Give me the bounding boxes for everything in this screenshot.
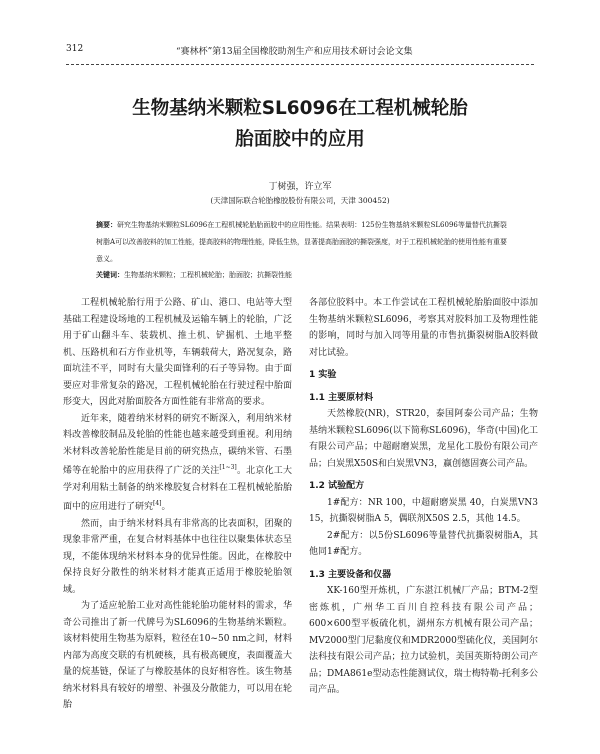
abstract	[96, 217, 508, 268]
paragraph-text: 。	[161, 502, 171, 512]
abstract-text: 研究生物基纳米颗粒SL6096在工程机械轮胎胎面胶中的应用性能。结果表明：125份生物基纳米颗粒SL6096等量替代抗撕裂树脂A可以改善胶料的加工性能，提高胶料的物理性能，降低生热，显著提高胎面胶的撕裂强度，对于工程机械轮胎的使用性能有重要意义。	[96, 221, 508, 263]
section-heading: 1 实验	[309, 370, 337, 380]
running-title: “赛林杯”第13届全国橡胶助剂生产和应用技术研讨会论文集	[176, 47, 413, 57]
keywords-label: 关键词：	[96, 271, 124, 279]
header-divider	[66, 64, 534, 65]
subsection-heading: 1.2 试验配方	[309, 481, 365, 491]
page-number: 312	[66, 44, 84, 54]
subsection-heading: 1.3 主要设备和仪器	[309, 569, 392, 580]
paragraph: 为了适应轮胎工业对高性能轮胎功能材料的需求，华奇公司推出了新一代牌号为SL6096的生物基纳米颗粒。该材料使用生物基为原料，粒径在10~50 nm之间，材料内部为高度交联的有机硬核，具有极高硬度，表面覆盖大量的烷基链，保证了与橡胶基体的良好相容性。该生物基纳米材料具有较好的增塑、补强及分散能力，可以用在轮胎	[63, 601, 292, 710]
body-column-left	[63, 295, 292, 714]
page-header	[66, 44, 534, 60]
subsection-heading: 1.1 主要原材料	[309, 392, 374, 403]
authors: 丁树强，许立军	[268, 182, 332, 192]
paragraph: 各部位胶料中。本工作尝试在工程机械轮胎胎面胶中添加生物基纳米颗粒SL6096，考察其对胶料加工及物理性能的影响，同时与加入同等用量的市售抗撕裂树脂A胶料做对比试验。	[309, 298, 538, 358]
keywords-text: 生物基纳米颗粒；工程机械轮胎；胎面胶；抗撕裂性能	[124, 271, 292, 279]
paragraph	[63, 411, 292, 516]
paragraph: XK-160型开炼机，广东湛江机械厂产品；BTM-2型密炼机，广州华工百川自控科技有限公司产品；600×600型平板硫化机，湖州东方机械有限公司产品；MV2000型门尼黏度仪和MDR2000型硫化仪，美国阿尔法科技有限公司产品；拉力试验机，美国英斯特朗公司产品；DMA861e型动态性能测试仪，瑞士梅特勒-托利多公司产品。	[309, 586, 538, 695]
paragraph: 2#配方：以5份SL6096等量替代抗撕裂树脂A，其他同1#配方。	[309, 530, 538, 557]
paragraph: 天然橡胶(NR)，STR20，泰国阿泰公司产品；生物基纳米颗粒SL6096(以下简称SL6096)，华奇(中国)化工有限公司产品；中超耐磨炭黑，龙星化工股份有限公司产品；白炭黑X50S和白炭黑VN3，赢创德固赛公司产品。	[309, 409, 538, 469]
citation: [1~3]	[219, 464, 237, 471]
paragraph: 工程机械轮胎行用于公路、矿山、港口、电站等大型基础工程建设场地的工程机械及运输车辆上的轮胎，广泛用于矿山翻斗车、装载机、推土机、铲掘机、土地平整机、压路机和石方作业机等，车辆载荷大，路况复杂，路面坑洼不平，同时有大量尖面锋利的石子等异物。由于面要应对非常复杂的路况，工程机械轮胎在行驶过程中胎面形变大，因此对胎面胶各方面性能有非常高的要求。	[63, 298, 292, 407]
paper-title-line-1: 生物基纳米颗粒SL6096在工程机械轮胎	[132, 98, 468, 119]
paragraph-text: 近年来，随着纳米材料的研究不断深入，利用纳米材料改善橡胶制品及轮胎的性能也越来越受到重视。利用纳米材料改善轮胎性能是目前的研究热点，碳纳米管、石墨烯等在轮胎中的应用获得了广泛的关注	[63, 413, 292, 476]
keywords	[96, 270, 508, 280]
paragraph: 1#配方：NR 100，中超耐磨炭黑 40，白炭黑VN3 15，抗撕裂树脂A 5，偶联剂X50S 2.5，其他 14.5。	[309, 497, 538, 524]
citation: [4]	[153, 500, 162, 507]
abstract-label: 摘要：	[96, 221, 117, 229]
body-column-right	[309, 295, 538, 699]
paper-title-line-2: 胎面胶中的应用	[235, 129, 365, 150]
affiliation: (天津国际联合轮胎橡胶股份有限公司，天津 300452)	[210, 196, 390, 205]
paragraph-text: 。北京化工大学对利用粘土制备的纳米橡胶复合材料在工程机械轮胎胎面中的应用进行了研究	[63, 466, 292, 512]
paragraph: 然而，由于纳米材料具有非常高的比表面积，团聚的现象非常严重，在复合材料基体中也往往以聚集体状态呈现，不能体现纳米材料本身的优异性能。因此，在橡胶中保持良好分散性的纳米材料才能真正适用于橡胶轮胎领域。	[63, 518, 292, 595]
